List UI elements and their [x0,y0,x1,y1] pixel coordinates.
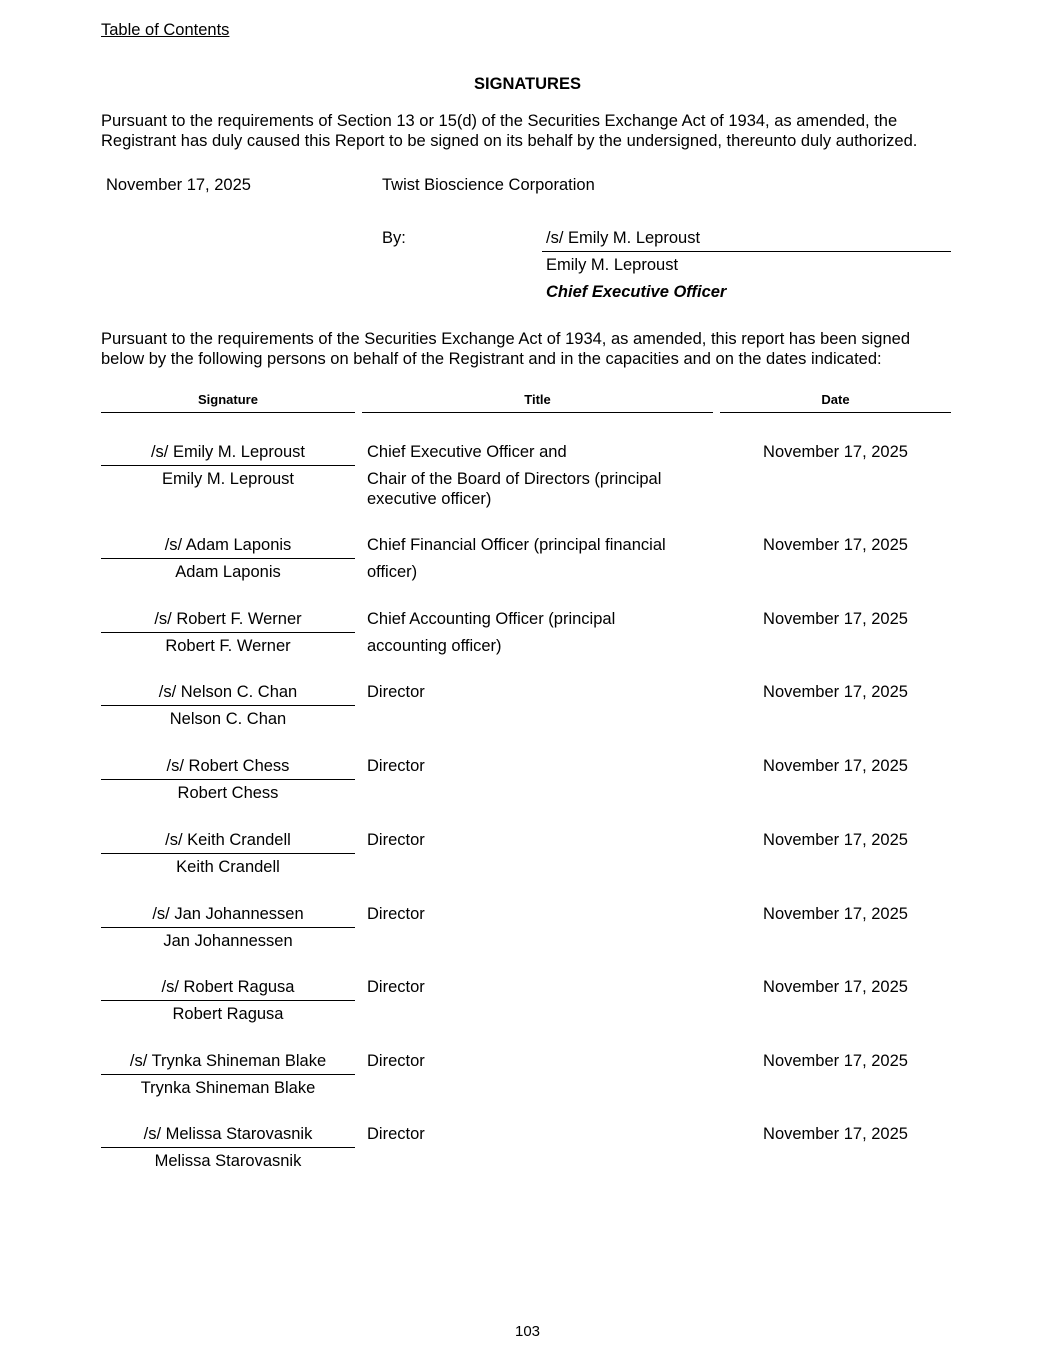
signer-title: Chief Accounting Officer (principal [367,610,616,628]
page-number: 103 [514,1323,541,1340]
signer-title: Director [367,683,425,701]
signature-date: November 17, 2025 [763,757,908,775]
column-header-title: Title [524,392,551,407]
signature-line [101,1147,355,1148]
second-paragraph-line: Pursuant to the requirements of the Securities Exchange Act of 1934, as amended, this report has been signed [101,330,910,348]
signer-title: Chair of the Board of Directors (principal [367,470,662,488]
signature-line [101,927,355,928]
signer-title: Director [367,978,425,996]
header-rule-signature [101,412,355,413]
signature-date: November 17, 2025 [763,831,908,849]
signature-line [101,705,355,706]
signer-title: accounting officer) [367,637,502,655]
signature-date: November 17, 2025 [763,683,908,701]
signer-name: Robert Ragusa [172,1005,284,1023]
signature-text: /s/ Trynka Shineman Blake [129,1052,327,1070]
column-header-signature: Signature [198,392,258,407]
page-title: SIGNATURES [474,75,581,93]
signature-date: November 17, 2025 [763,978,908,996]
signer-name: Emily M. Leproust [161,470,295,488]
signature-line [101,1000,355,1001]
signer-title: Chief Financial Officer (principal financial [367,536,666,554]
signer-name: Robert F. Werner [165,637,291,655]
registrant-signature: /s/ Emily M. Leproust [546,229,701,247]
signer-title: Director [367,757,425,775]
signer-name: Adam Laponis [175,563,281,581]
signer-name: Nelson C. Chan [169,710,287,728]
signature-text: /s/ Robert Chess [166,757,290,775]
signer-title: Director [367,1125,425,1143]
signature-line [542,251,951,252]
signature-line [101,779,355,780]
second-paragraph [101,329,961,369]
second-paragraph-line: below by the following persons on behalf of the Registrant and in the capacities and on the dates indicated: [101,350,882,368]
signer-title: executive officer) [367,490,492,508]
signature-text: /s/ Adam Laponis [164,536,292,554]
signature-line [101,465,355,466]
signer-title: Director [367,1052,425,1070]
signature-text: /s/ Nelson C. Chan [158,683,298,701]
signature-text: /s/ Robert Ragusa [161,978,295,996]
registrant-company: Twist Bioscience Corporation [382,176,595,194]
signature-date: November 17, 2025 [763,610,908,628]
signature-line [101,632,355,633]
signature-text: /s/ Keith Crandell [165,831,291,849]
registrant-date: November 17, 2025 [106,176,251,194]
signature-line [101,853,355,854]
header-rule-date [720,412,951,413]
signer-title: Director [367,831,425,849]
intro-paragraph [101,111,961,151]
signer-name: Jan Johannessen [163,932,293,950]
signature-date: November 17, 2025 [763,536,908,554]
by-label: By: [382,229,406,247]
signature-date: November 17, 2025 [763,443,908,461]
signer-title: officer) [367,563,418,581]
registrant-signer-title: Chief Executive Officer [546,283,727,301]
signature-text: /s/ Robert F. Werner [154,610,302,628]
table-of-contents-link[interactable]: Table of Contents [101,21,230,39]
signer-title: Chief Executive Officer and [367,443,567,461]
intro-paragraph-line: Registrant has duly caused this Report to be signed on its behalf by the undersigned, thereunto duly authorized. [101,132,918,150]
header-rule-title [362,412,713,413]
signature-text: /s/ Jan Johannessen [152,905,304,923]
signature-line [101,1074,355,1075]
signature-date: November 17, 2025 [763,1052,908,1070]
signer-name: Trynka Shineman Blake [140,1079,316,1097]
column-header-date: Date [821,392,850,407]
intro-paragraph-line: Pursuant to the requirements of Section 13 or 15(d) of the Securities Exchange Act of 1934, as amended, the [101,112,898,130]
signature-line [101,558,355,559]
signature-date: November 17, 2025 [763,1125,908,1143]
registrant-signer-name: Emily M. Leproust [546,256,679,274]
signer-name: Robert Chess [177,784,279,802]
signer-name: Melissa Starovasnik [154,1152,302,1170]
signer-title: Director [367,905,425,923]
signature-text: /s/ Melissa Starovasnik [143,1125,313,1143]
signature-text: /s/ Emily M. Leproust [150,443,306,461]
signature-date: November 17, 2025 [763,905,908,923]
signer-name: Keith Crandell [176,858,280,876]
